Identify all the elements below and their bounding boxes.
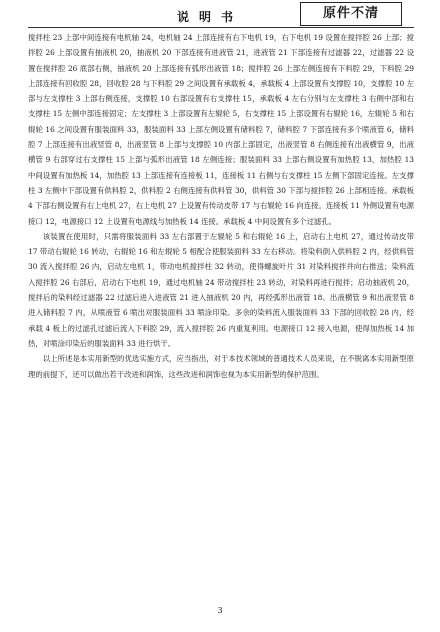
stamp-original-unclear: 原件不清 [300, 2, 402, 26]
paragraph-1: 搅拌柱 23 上部中间连接有电机轴 24，电机轴 24 上部连接有右下电机 19，右下电机 19 设置在搅拌腔 26 上部；搅拌腔 26 上部设置有抽液机 20，抽液机 20 下部连接有进液管 21，进液管 21 下部连接有过滤器 22，过滤器 22 设置在搅拌腔 26 底部右侧，抽液机 20 上部连接有弧形出液管 18；搅拌腔 26 上部左侧连接有下料腔 29，下料腔 29 上部连接有回收腔 28，回收腔 28 与下料腔 29 之间设置有承载板 4，承载板 4 上部设置有支撑腔 10，支撑腔 10 左部与左支撑柱 3 上部右侧连接，支撑腔 10 右部设置有右支撑柱 15，承载板 4 左右分别与左支撑柱 3 右侧中部和右支撑柱 15 左侧中部连接固定；左支撑柱 3 上部设置有左辊轮 5，右支撑柱 15 上部设置有右辊轮 16，左辊轮 5 和右辊轮 16 之间设置有服装面料 33，服装面料 33 上部左侧设置有储料腔 7，储料腔 7 下部连接有多个喷液管 6，储料腔 7 上部连接有出液竖管 8，出液竖管 8 上部与支撑腔 10 内部上部固定，出液竖管 8 右侧连接有出液横管 9，出液横管 9 右部穿过右支撑柱 15 上部与弧形出液管 18 左侧连接；服装面料 33 上部右侧设置有加热腔 13，加热腔 13 中间设置有加热板 14，加热腔 13 上部连接有连接板 11，连接板 11 右侧与右支撑柱 15 左侧下部固定连接。左支撑柱 3 左侧中下部设置有供料腔 2，供料腔 2 右侧连接有供料管 30，供料管 30 下部与搅拌腔 26 上部相连接。承载板 4 下部右侧设置有右上电机 27，右上电机 27 上设置有传动皮带 17 与右辊轮 16 向连接。连接板 11 外侧设置有电源接口 12，电源接口 12 上设置有电源线与加热板 14 连接。承载板 4 中间设置有多个过滤孔。 [28, 33, 414, 226]
paragraph-2: 该装置在使用时，只需将服装面料 33 左右部置于左辊轮 5 和右辊轮 16 上，启动右上电机 27，通过传动皮带 17 带动右辊轮 16 转动，右辊轮 16 和左辊轮 5 相配合使服装面料 33 左右移动。将染料倒入供料腔 2 内，经供料管 30 流入搅拌腔 26 内，启动左电机 1，带动电机搅拌柱 32 转动，使得螺旋叶片 31 对染料搅拌并向右推送；染料流入搅拌腔 26 右部后，启动右下电机 19，通过电机轴 24 带动搅拌柱 23 转动，对染料再进行搅拌；启动抽液机 20，搅拌后的染料经过滤器 22 过滤后进入进液管 21 进入抽液机 20 内，再经弧形出液管 18、出液横管 9 和出液竖管 8 进入储料腔 7 内，从喷液管 6 喷出对服装面料 33 喷涂印染。多余的染料流入服装面料 33 下部的回收腔 28 内，经承载 4 板上的过滤孔过滤后流入下料腔 29，流入搅拌腔 26 内重复利用。电源接口 12 接入电源，使得加热板 14 加热，对喷涂印染后的服装面料 33 进行烘干。 [28, 231, 414, 348]
paragraph-3: 以上所述是本实用新型的优选实施方式，应当指出，对于本技术领域的普通技术人员来说，在不脱离本实用新型原理的前提下，还可以做出若干改进和润饰，这些改进和润饰也视为本实用新型的保护范围。 [28, 354, 414, 379]
header-rule [28, 27, 414, 28]
page-title: 说明书 [176, 10, 243, 24]
document-body [28, 30, 414, 382]
page-number: 3 [217, 606, 223, 615]
